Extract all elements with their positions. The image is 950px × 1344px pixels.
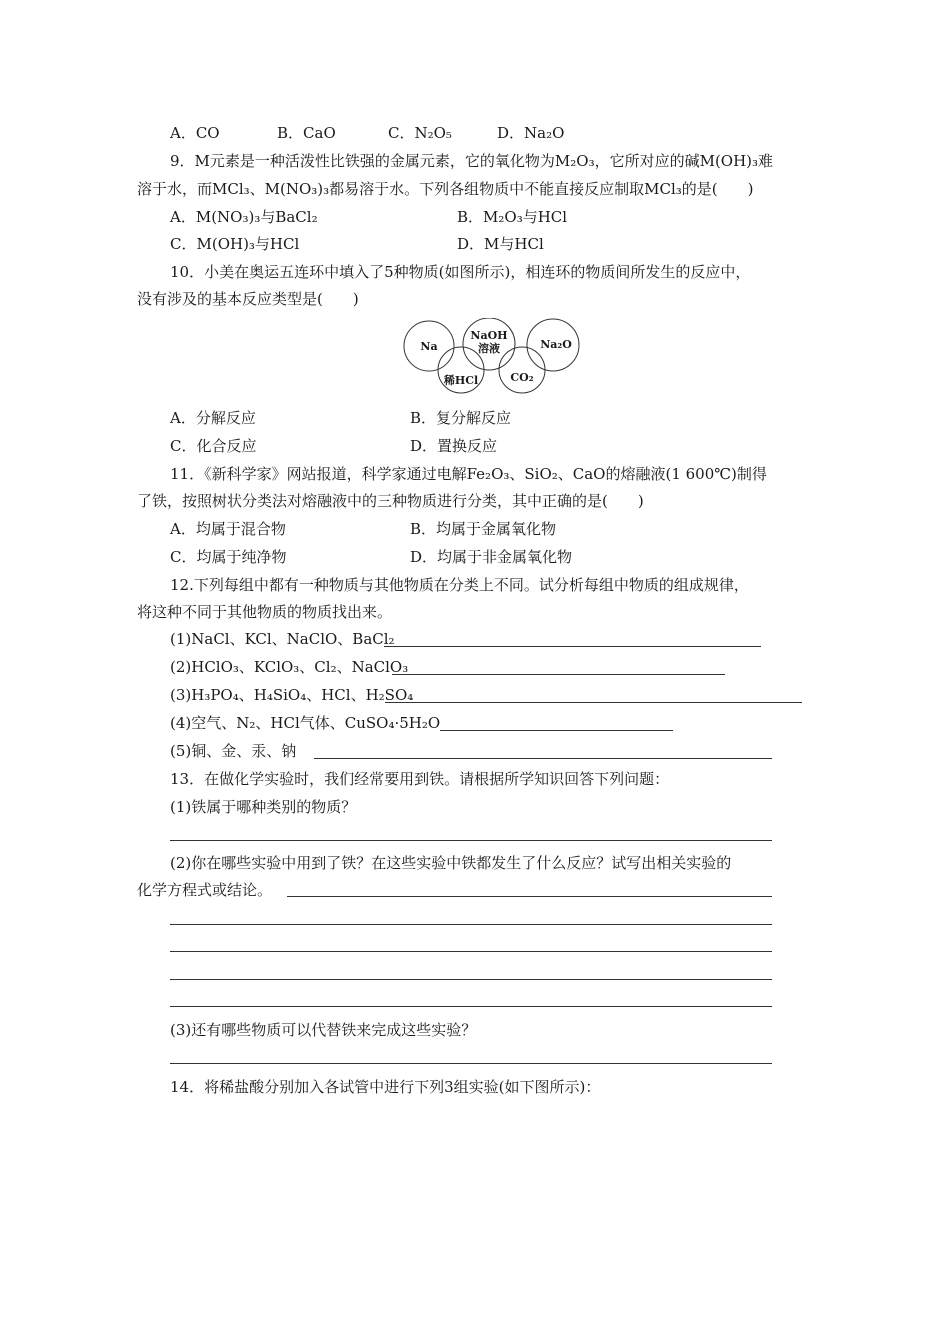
q12-item-1-text: (1)NaCl、KCl、NaClO、BaCl₂ — [170, 630, 395, 648]
q10-option-a: A．分解反应 — [170, 409, 256, 427]
q11-option-b: B．均属于金属氧化物 — [410, 520, 557, 538]
q11-option-d: D．均属于非金属氧化物 — [410, 548, 573, 566]
q12-item-5-text: (5)铜、金、汞、钠 — [170, 742, 297, 760]
q8-option-b: B．CaO — [277, 124, 336, 142]
q9-stem-line1: 9．M元素是一种活泼性比铁强的金属元素，它的氧化物为M₂O₃，它所对应的碱M(OH)₃难 — [170, 152, 774, 170]
ring-label-co2: CO₂ — [510, 371, 534, 384]
q12-item-3 — [170, 685, 413, 705]
q13-sub2-line1: (2)你在哪些实验中用到了铁？在这些实验中铁都发生了什么反应？试写出相关实验的 — [170, 854, 732, 872]
q11-stem-line1: 11．《新科学家》网站报道，科学家通过电解Fe₂O₃、SiO₂、CaO的熔融液(1 600℃)制得 — [170, 465, 767, 483]
q14-stem: 14．将稀盐酸分别加入各试管中进行下列3组实验(如下图所示)： — [170, 1078, 601, 1096]
q12-stem-line2: 将这种不同于其他物质的物质找出来。 — [137, 603, 393, 621]
ring-label-hcl: 稀HCl — [443, 374, 479, 387]
q13-sub1-answer-line[interactable] — [170, 840, 772, 841]
q12-item-2 — [170, 657, 408, 677]
ring-co2 — [499, 347, 545, 393]
q12-answer-line-5[interactable] — [314, 758, 772, 759]
q12-item-2-text: (2)HClO₃、KClO₃、Cl₂、NaClO₃ — [170, 658, 409, 676]
q13-sub2-line2: 化学方程式或结论。 — [137, 881, 273, 899]
ring-label-na: Na — [420, 340, 438, 353]
q12-item-1 — [170, 629, 395, 649]
ring-label-na2o: Na₂O — [540, 338, 572, 351]
q8-option-d: D．Na₂O — [497, 124, 565, 142]
q13-sub2-answer-line-5[interactable] — [170, 1006, 772, 1007]
q12-stem-line1: 12.下列每组中都有一种物质与其他物质在分类上不同。试分析每组中物质的组成规律， — [170, 576, 749, 594]
q11-option-c: C．均属于纯净物 — [170, 548, 287, 566]
q10-stem-line2: 没有涉及的基本反应类型是( ) — [137, 290, 359, 308]
q9-option-c: C．M(OH)₃与HCl — [170, 235, 300, 253]
q9-option-a: A．M(NO₃)₃与BaCl₂ — [170, 208, 318, 226]
q13-sub3: (3)还有哪些物质可以代替铁来完成这些实验？ — [170, 1021, 477, 1039]
q9-stem-line2: 溶于水，而MCl₃、M(NO₃)₃都易溶于水。下列各组物质中不能直接反应制取MCl₃的是( ) — [137, 180, 754, 198]
q13-sub2-answer-line-3[interactable] — [170, 951, 772, 952]
q12-answer-line-3[interactable] — [385, 702, 802, 703]
q12-answer-line-1[interactable] — [384, 646, 761, 647]
q13-stem: 13．在做化学实验时，我们经常要用到铁。请根据所学知识回答下列问题： — [170, 770, 670, 788]
q13-sub2-answer-line-1[interactable] — [287, 896, 772, 897]
q10-stem-line1: 10．小美在奥运五连环中填入了5种物质(如图所示)，相连环的物质间所发生的反应中， — [170, 263, 751, 281]
q11-option-a: A．均属于混合物 — [170, 520, 286, 538]
q9-option-b: B．M₂O₃与HCl — [457, 208, 568, 226]
q10-option-b: B．复分解反应 — [410, 409, 512, 427]
q12-item-4-text: (4)空气、N₂、HCl气体、CuSO₄·5H₂O — [170, 714, 441, 732]
q13-sub2-answer-line-4[interactable] — [170, 979, 772, 980]
q12-item-3-text: (3)H₃PO₄、H₄SiO₄、HCl、H₂SO₄ — [170, 686, 414, 704]
q13-sub1: (1)铁属于哪种类别的物质？ — [170, 798, 357, 816]
q12-item-5 — [170, 741, 296, 761]
olympic-rings-diagram — [402, 318, 584, 394]
q10-option-c: C．化合反应 — [170, 437, 257, 455]
ring-label-naoh: NaOH — [470, 329, 508, 342]
q10-option-d: D．置换反应 — [410, 437, 498, 455]
q13-sub3-answer-line[interactable] — [170, 1063, 772, 1064]
q11-stem-line2: 了铁，按照树状分类法对熔融液中的三种物质进行分类，其中正确的是( ) — [137, 492, 644, 510]
q9-option-d: D．M与HCl — [457, 235, 544, 253]
q12-answer-line-4[interactable] — [440, 730, 673, 731]
q13-sub2-answer-line-2[interactable] — [170, 924, 772, 925]
q8-option-a: A．CO — [170, 124, 220, 142]
ring-label-naoh-solution: 溶液 — [478, 342, 500, 355]
q12-item-4 — [170, 713, 440, 733]
q8-option-c: C．N₂O₅ — [388, 124, 452, 142]
q12-answer-line-2[interactable] — [392, 674, 725, 675]
